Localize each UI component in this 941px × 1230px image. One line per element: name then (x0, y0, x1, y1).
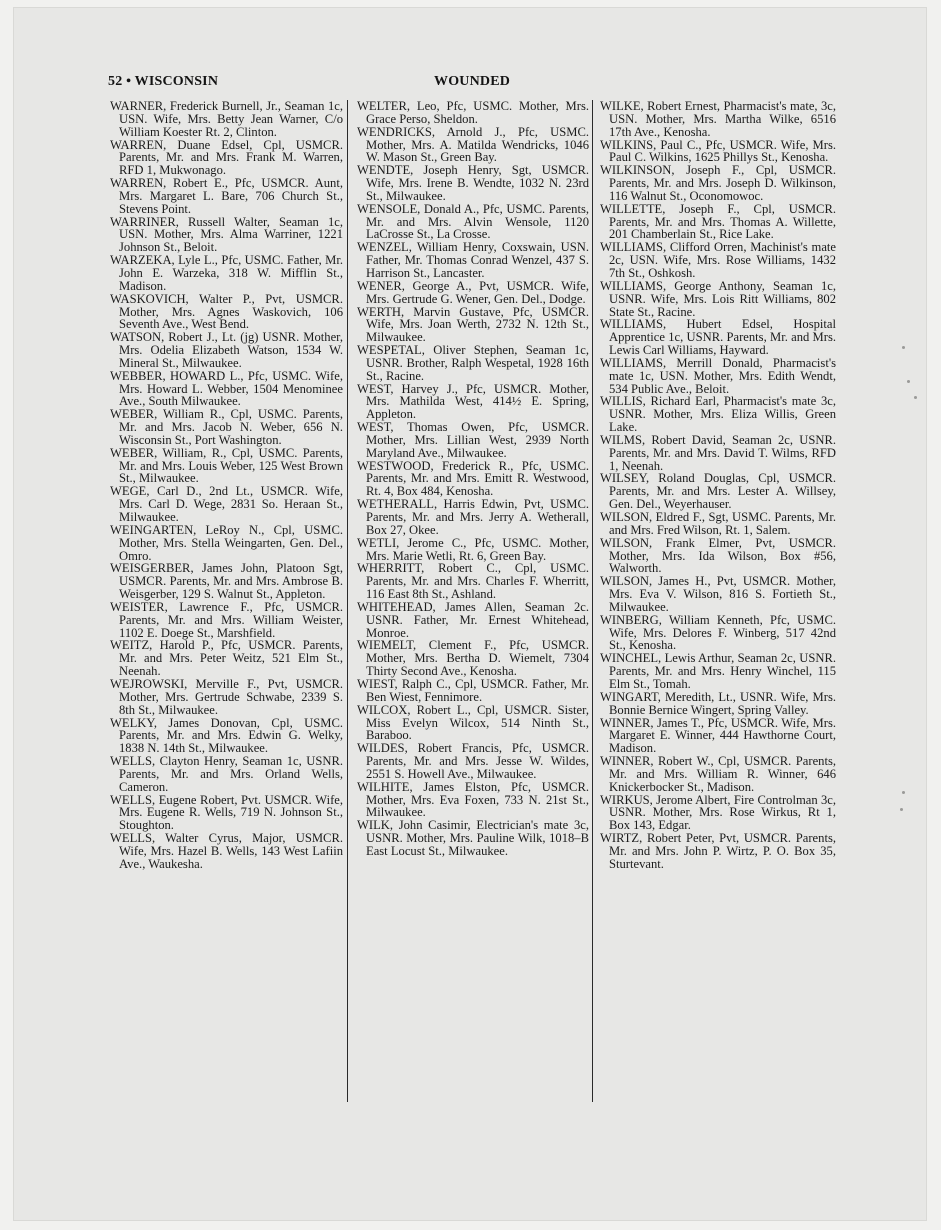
casualty-entry: WEST, Harvey J., Pfc, USMCR. Mother, Mrs. Mathilda West, 414½ E. Spring, Appleton. (357, 381, 589, 422)
casualty-entry: WELTER, Leo, Pfc, USMC. Mother, Mrs. Grace Perso, Sheldon. (357, 100, 589, 126)
casualty-entry: WILLIAMS, Hubert Edsel, Hospital Apprentice 1c, USNR. Parents, Mr. and Mrs. Lewis Carl Williams, Hayward. (600, 317, 836, 358)
casualty-entry: WILLIAMS, Clifford Orren, Machinist's mate 2c, USN. Wife, Mrs. Rose Williams, 1432 7th St., Oshkosh. (600, 240, 836, 280)
casualty-entry: WILKINS, Paul C., Pfc, USMCR. Wife, Mrs. Paul C. Wilkins, 1625 Phillys St., Kenosha. (600, 137, 836, 165)
casualty-entry: WEST, Thomas Owen, Pfc, USMCR. Mother, Mrs. Lillian West, 2939 North Maryland Ave., Milwaukee. (357, 420, 589, 460)
casualty-entry: WENER, George A., Pvt, USMCR. Wife, Mrs. Gertrude G. Wener, Gen. Del., Dodge. (357, 278, 589, 306)
paper-speck (914, 396, 917, 399)
casualty-entry: WINGART, Meredith, Lt., USNR. Wife, Mrs. Bonnie Bernice Wingert, Spring Valley. (600, 689, 836, 717)
casualty-entry: WEINGARTEN, LeRoy N., Cpl, USMC. Mother, Mrs. Stella Weingarten, Gen. Del., Omro. (110, 522, 343, 563)
paper-speck (907, 380, 910, 383)
casualty-entry: WILMS, Robert David, Seaman 2c, USNR. Parents, Mr. and Mrs. David T. Wilms, RFD 1, Neenah. (600, 432, 836, 473)
casualty-entry: WINNER, Robert W., Cpl, USMCR. Parents, Mr. and Mrs. William R. Winner, 646 Knickerbocker St., Madison. (600, 754, 836, 794)
section-title: WOUNDED (434, 74, 511, 89)
column-2 (357, 100, 589, 1110)
casualty-entry: WETHERALL, Harris Edwin, Pvt, USMC. Parents, Mr. and Mrs. Jerry A. Wetherall, Box 27, Okee. (357, 497, 589, 537)
casualty-entry: WARNER, Frederick Burnell, Jr., Seaman 1c, USN. Wife, Mrs. Betty Jean Warner, C/o William Koester Rt. 2, Clinton. (110, 100, 343, 139)
page-number-state: 52 • WISCONSIN (108, 74, 219, 89)
paper-speck (902, 346, 905, 349)
paper-speck (902, 791, 905, 794)
column-3 (600, 100, 836, 1110)
paper-speck (900, 808, 903, 811)
casualty-entry: WEITZ, Harold P., Pfc, USMCR. Parents, Mr. and Mrs. Peter Weitz, 521 Elm St., Neenah. (110, 638, 343, 679)
casualty-entry: WILK, John Casimir, Electrician's mate 3c, USNR. Mother, Mrs. Pauline Wilk, 1018–B East Locust St., Milwaukee. (357, 818, 589, 858)
casualty-entry: WINCHEL, Lewis Arthur, Seaman 2c, USNR. Parents, Mr. and Mrs. Henry Winchel, 115 Elm St., Tomah. (600, 651, 836, 691)
casualty-entry: WILSON, Eldred F., Sgt, USMC. Parents, Mr. and Mrs. Fred Wilson, Rt. 1, Salem. (600, 510, 836, 537)
casualty-entry: WEBER, William, R., Cpl, USMC. Parents, Mr. and Mrs. Louis Weber, 125 West Brown St., Milwaukee. (110, 445, 343, 486)
casualty-entry: WHERRITT, Robert C., Cpl, USMC. Parents, Mr. and Mrs. Charles F. Wherritt, 116 East 8th St., Ashland. (357, 561, 589, 602)
casualty-entry: WILLETTE, Joseph F., Cpl, USMCR. Parents, Mr. and Mrs. Thomas A. Willette, 201 Chamberlain St., Rice Lake. (600, 201, 836, 242)
casualty-entry: WILKE, Robert Ernest, Pharmacist's mate, 3c, USN. Mother, Mrs. Martha Wilke, 6516 17th Ave., Kenosha. (600, 100, 836, 139)
column-divider (592, 100, 593, 1102)
casualty-entry: WILLIS, Richard Earl, Pharmacist's mate 3c, USNR. Mother, Mrs. Eliza Willis, Green Lake. (600, 394, 836, 435)
casualty-entry: WETLI, Jerome C., Pfc, USMC. Mother, Mrs. Marie Wetli, Rt. 6, Green Bay. (357, 535, 589, 563)
casualty-entry: WARZEKA, Lyle L., Pfc, USMC. Father, Mr. John E. Warzeka, 318 W. Mifflin St., Madison. (110, 253, 343, 293)
page-header (108, 74, 838, 92)
casualty-entry: WIEST, Ralph C., Cpl, USMCR. Father, Mr. Ben Wiest, Fennimore. (357, 676, 589, 704)
casualty-entry: WIEMELT, Clement F., Pfc, USMCR. Mother, Mrs. Bertha D. Wiemelt, 7304 Thirty Second Ave., Kenosha. (357, 638, 589, 679)
casualty-entry: WELLS, Walter Cyrus, Major, USMCR. Wife, Mrs. Hazel B. Wells, 143 West Lafiin Ave., Waukesha. (110, 831, 343, 871)
casualty-entry: WENSOLE, Donald A., Pfc, USMC. Parents, Mr. and Mrs. Alvin Wensole, 1120 LaCrosse St., La Crosse. (357, 201, 589, 242)
casualty-entry: WILCOX, Robert L., Cpl, USMCR. Sister, Miss Evelyn Wilcox, 514 Ninth St., Baraboo. (357, 702, 589, 743)
casualty-entry: WEBER, William R., Cpl, USMC. Parents, Mr. and Mrs. Jacob N. Weber, 656 N. Wisconsin St., Port Washington. (110, 407, 343, 447)
casualty-entry: WILSEY, Roland Douglas, Cpl, USMCR. Parents, Mr. and Mrs. Lester A. Willsey, Gen. Del., Weyerhauser. (600, 471, 836, 512)
casualty-entry: WEISTER, Lawrence F., Pfc, USMCR. Parents, Mr. and Mrs. William Weister, 1102 E. Doege St., Marshfield. (110, 599, 343, 640)
casualty-entry: WARRINER, Russell Walter, Seaman 1c, USN. Mother, Mrs. Alma Warriner, 1221 Johnson St., Beloit. (110, 214, 343, 255)
casualty-entry: WEBBER, HOWARD L., Pfc, USMC. Wife, Mrs. Howard L. Webber, 1504 Menominee Ave., South Milwaukee. (110, 368, 343, 409)
casualty-entry: WIRTZ, Robert Peter, Pvt, USMCR. Parents, Mr. and Mrs. John P. Wirtz, P. O. Box 35, Sturtevant. (600, 831, 836, 871)
casualty-entry: WARREN, Robert E., Pfc, USMCR. Aunt, Mrs. Margaret L. Bare, 706 Church St., Stevens Point. (110, 176, 343, 216)
casualty-entry: WARREN, Duane Edsel, Cpl, USMCR. Parents, Mr. and Mrs. Frank M. Warren, RFD 1, Mukwonago. (110, 137, 343, 178)
casualty-entry: WELKY, James Donovan, Cpl, USMC. Parents, Mr. and Mrs. Edwin G. Welky, 1838 N. 14th St., Milwaukee. (110, 715, 343, 756)
casualty-entry: WILDES, Robert Francis, Pfc, USMCR. Parents, Mr. and Mrs. Jesse W. Wildes, 2551 S. Howell Ave., Milwaukee. (357, 741, 589, 781)
casualty-entry: WELLS, Clayton Henry, Seaman 1c, USNR. Parents, Mr. and Mrs. Orland Wells, Cameron. (110, 754, 343, 794)
casualty-entry: WILLIAMS, George Anthony, Seaman 1c, USNR. Wife, Mrs. Lois Ritt Williams, 802 State St., Racine. (600, 278, 836, 319)
casualty-entry: WEJROWSKI, Merville F., Pvt, USMCR. Mother, Mrs. Gertrude Schwabe, 2339 S. 8th St., Milwaukee. (110, 676, 343, 717)
casualty-entry: WEISGERBER, James John, Platoon Sgt, USMCR. Parents, Mr. and Mrs. Ambrose B. Weisgerber, 129 S. Walnut St., Appleton. (110, 561, 343, 602)
casualty-entry: WESTWOOD, Frederick R., Pfc, USMC. Parents, Mr. and Mrs. Emitt R. Westwood, Rt. 4, Box 484, Kenosha. (357, 458, 589, 499)
casualty-entry: WIRKUS, Jerome Albert, Fire Controlman 3c, USNR. Mother, Mrs. Rose Wirkus, Rt 1, Box 143, Edgar. (600, 792, 836, 833)
casualty-entry: WASKOVICH, Walter P., Pvt, USMCR. Mother, Mrs. Agnes Waskovich, 106 Seventh Ave., West Bend. (110, 291, 343, 332)
casualty-entry: WENDRICKS, Arnold J., Pfc, USMC. Mother, Mrs. A. Matilda Wendricks, 1046 W. Mason St., Green Bay. (357, 124, 589, 165)
casualty-entry: WINNER, James T., Pfc, USMCR. Wife, Mrs. Margaret E. Winner, 444 Hawthorne Court, Madison. (600, 715, 836, 756)
casualty-entry: WILSON, Frank Elmer, Pvt, USMCR. Mother, Mrs. Ida Wilson, Box #56, Walworth. (600, 535, 836, 576)
casualty-entry: WILHITE, James Elston, Pfc, USMCR. Mother, Mrs. Eva Foxen, 733 N. 21st St., Milwaukee. (357, 779, 589, 820)
casualty-entry: WELLS, Eugene Robert, Pvt. USMCR. Wife, Mrs. Eugene R. Wells, 719 N. Johnson St., Stoughton. (110, 792, 343, 833)
casualty-entry: WILKINSON, Joseph F., Cpl, USMCR. Parents, Mr. and Mrs. Joseph D. Wilkinson, 116 Walnut St., Oconomowoc. (600, 163, 836, 203)
casualty-entry: WATSON, Robert J., Lt. (jg) USNR. Mother, Mrs. Odelia Elizabeth Watson, 1534 W. Mineral St., Milwaukee. (110, 330, 343, 370)
casualty-entry: WILLIAMS, Merrill Donald, Pharmacist's mate 1c, USN. Mother, Mrs. Edith Wendt, 534 Public Ave., Beloit. (600, 355, 836, 396)
casualty-entry: WESPETAL, Oliver Stephen, Seaman 1c, USNR. Brother, Ralph Wespetal, 1928 16th St., Racine. (357, 343, 589, 383)
casualty-entry: WENZEL, William Henry, Coxswain, USN. Father, Mr. Thomas Conrad Wenzel, 437 S. Harrison St., Lancaster. (357, 240, 589, 280)
casualty-entry: WEGE, Carl D., 2nd Lt., USMCR. Wife, Mrs. Carl D. Wege, 2831 So. Heraan St., Milwaukee. (110, 484, 343, 524)
casualty-entry: WHITEHEAD, James Allen, Seaman 2c. USNR. Father, Mr. Ernest Whitehead, Monroe. (357, 599, 589, 640)
casualty-entry: WERTH, Marvin Gustave, Pfc, USMCR. Wife, Mrs. Joan Werth, 2732 N. 12th St., Milwaukee. (357, 304, 589, 345)
casualty-entry: WENDTE, Joseph Henry, Sgt, USMCR. Wife, Mrs. Irene B. Wendte, 1032 N. 23rd St., Milwaukee. (357, 163, 589, 203)
casualty-entry: WINBERG, William Kenneth, Pfc, USMC. Wife, Mrs. Delores F. Winberg, 517 42nd St., Kenosha. (600, 612, 836, 653)
column-1 (110, 100, 343, 1110)
column-divider (347, 100, 348, 1102)
casualty-entry: WILSON, James H., Pvt, USMCR. Mother, Mrs. Eva V. Wilson, 816 S. Fortieth St., Milwaukee. (600, 574, 836, 614)
